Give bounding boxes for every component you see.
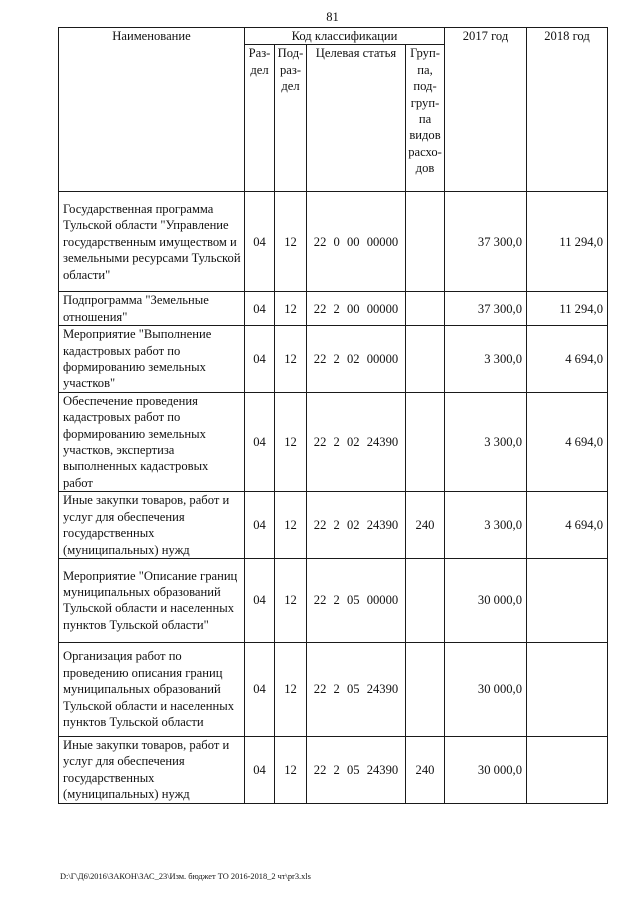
row-expense-group: 240 <box>406 736 445 803</box>
row-target-article: 22 2 05 00000 <box>307 558 406 642</box>
footer-file-path: D:\Г\Д6\2016\ЗАКОН\ЗАС_23\Изм. бюджет ТО 2016-2018_2 чт\pr3.xls <box>60 872 311 881</box>
header-target-article: Целевая статья <box>307 45 406 192</box>
header-name: Наименование <box>59 28 245 192</box>
row-amount-2018 <box>527 558 608 642</box>
row-name: Подпрограмма "Земельные отношения" <box>59 292 245 326</box>
row-name: Иные закупки товаров, работ и услуг для обеспечения государственных (муниципальных) нужд <box>59 736 245 803</box>
row-subsection: 12 <box>275 326 307 393</box>
row-amount-2017: 30 000,0 <box>445 642 527 736</box>
row-target-article: 22 0 00 00000 <box>307 192 406 292</box>
row-name: Иные закупки товаров, работ и услуг для обеспечения государственных (муниципальных) нужд <box>59 492 245 559</box>
row-amount-2018: 4 694,0 <box>527 326 608 393</box>
row-section: 04 <box>245 292 275 326</box>
table-row <box>59 292 608 326</box>
row-subsection: 12 <box>275 736 307 803</box>
row-amount-2018: 11 294,0 <box>527 292 608 326</box>
row-amount-2017: 30 000,0 <box>445 736 527 803</box>
row-subsection: 12 <box>275 292 307 326</box>
row-amount-2018 <box>527 642 608 736</box>
header-subsection: Под- раз- дел <box>275 45 307 192</box>
table-header-row <box>59 28 608 45</box>
row-amount-2017: 3 300,0 <box>445 392 527 491</box>
table-row <box>59 492 608 559</box>
row-name: Организация работ по проведению описания границ муниципальных образований Тульской области и населенных пунктов Тульской области <box>59 642 245 736</box>
row-expense-group <box>406 292 445 326</box>
row-expense-group <box>406 642 445 736</box>
row-name: Мероприятие "Выполнение кадастровых работ по формированию земельных участков" <box>59 326 245 393</box>
row-name: Государственная программа Тульской области "Управление государственным имуществом и земельными ресурсами Тульской области" <box>59 192 245 292</box>
header-year-2017: 2017 год <box>445 28 527 192</box>
row-amount-2017: 30 000,0 <box>445 558 527 642</box>
table-row <box>59 736 608 803</box>
row-target-article: 22 2 02 00000 <box>307 326 406 393</box>
row-expense-group: 240 <box>406 492 445 559</box>
row-name: Мероприятие "Описание границ муниципальных образований Тульской области и населенных пунктов Тульской области" <box>59 558 245 642</box>
header-expense-group: Груп- па, под- груп- па видов расхо- дов <box>406 45 445 192</box>
row-expense-group <box>406 326 445 393</box>
row-expense-group <box>406 392 445 491</box>
row-target-article: 22 2 00 00000 <box>307 292 406 326</box>
row-target-article: 22 2 02 24390 <box>307 492 406 559</box>
budget-table <box>58 27 608 804</box>
row-section: 04 <box>245 392 275 491</box>
row-subsection: 12 <box>275 558 307 642</box>
table-row <box>59 326 608 393</box>
page-number: 81 <box>326 10 339 24</box>
table-row <box>59 558 608 642</box>
header-classification: Код классификации <box>245 28 445 45</box>
row-name: Обеспечение проведения кадастровых работ по формированию земельных участков, экспертиза выполненных кадастровых работ <box>59 392 245 491</box>
row-target-article: 22 2 02 24390 <box>307 392 406 491</box>
row-target-article: 22 2 05 24390 <box>307 642 406 736</box>
row-expense-group <box>406 558 445 642</box>
header-year-2018: 2018 год <box>527 28 608 192</box>
row-subsection: 12 <box>275 192 307 292</box>
row-amount-2017: 37 300,0 <box>445 192 527 292</box>
row-amount-2018: 11 294,0 <box>527 192 608 292</box>
row-section: 04 <box>245 558 275 642</box>
row-subsection: 12 <box>275 392 307 491</box>
header-section: Раз- дел <box>245 45 275 192</box>
row-amount-2018: 4 694,0 <box>527 492 608 559</box>
table-row <box>59 392 608 491</box>
row-section: 04 <box>245 192 275 292</box>
row-target-article: 22 2 05 24390 <box>307 736 406 803</box>
row-expense-group <box>406 192 445 292</box>
table-row <box>59 642 608 736</box>
row-amount-2018: 4 694,0 <box>527 392 608 491</box>
row-amount-2017: 37 300,0 <box>445 292 527 326</box>
row-subsection: 12 <box>275 642 307 736</box>
row-section: 04 <box>245 326 275 393</box>
row-section: 04 <box>245 492 275 559</box>
table-row <box>59 192 608 292</box>
row-section: 04 <box>245 736 275 803</box>
row-amount-2017: 3 300,0 <box>445 326 527 393</box>
row-amount-2017: 3 300,0 <box>445 492 527 559</box>
row-section: 04 <box>245 642 275 736</box>
row-subsection: 12 <box>275 492 307 559</box>
row-amount-2018 <box>527 736 608 803</box>
